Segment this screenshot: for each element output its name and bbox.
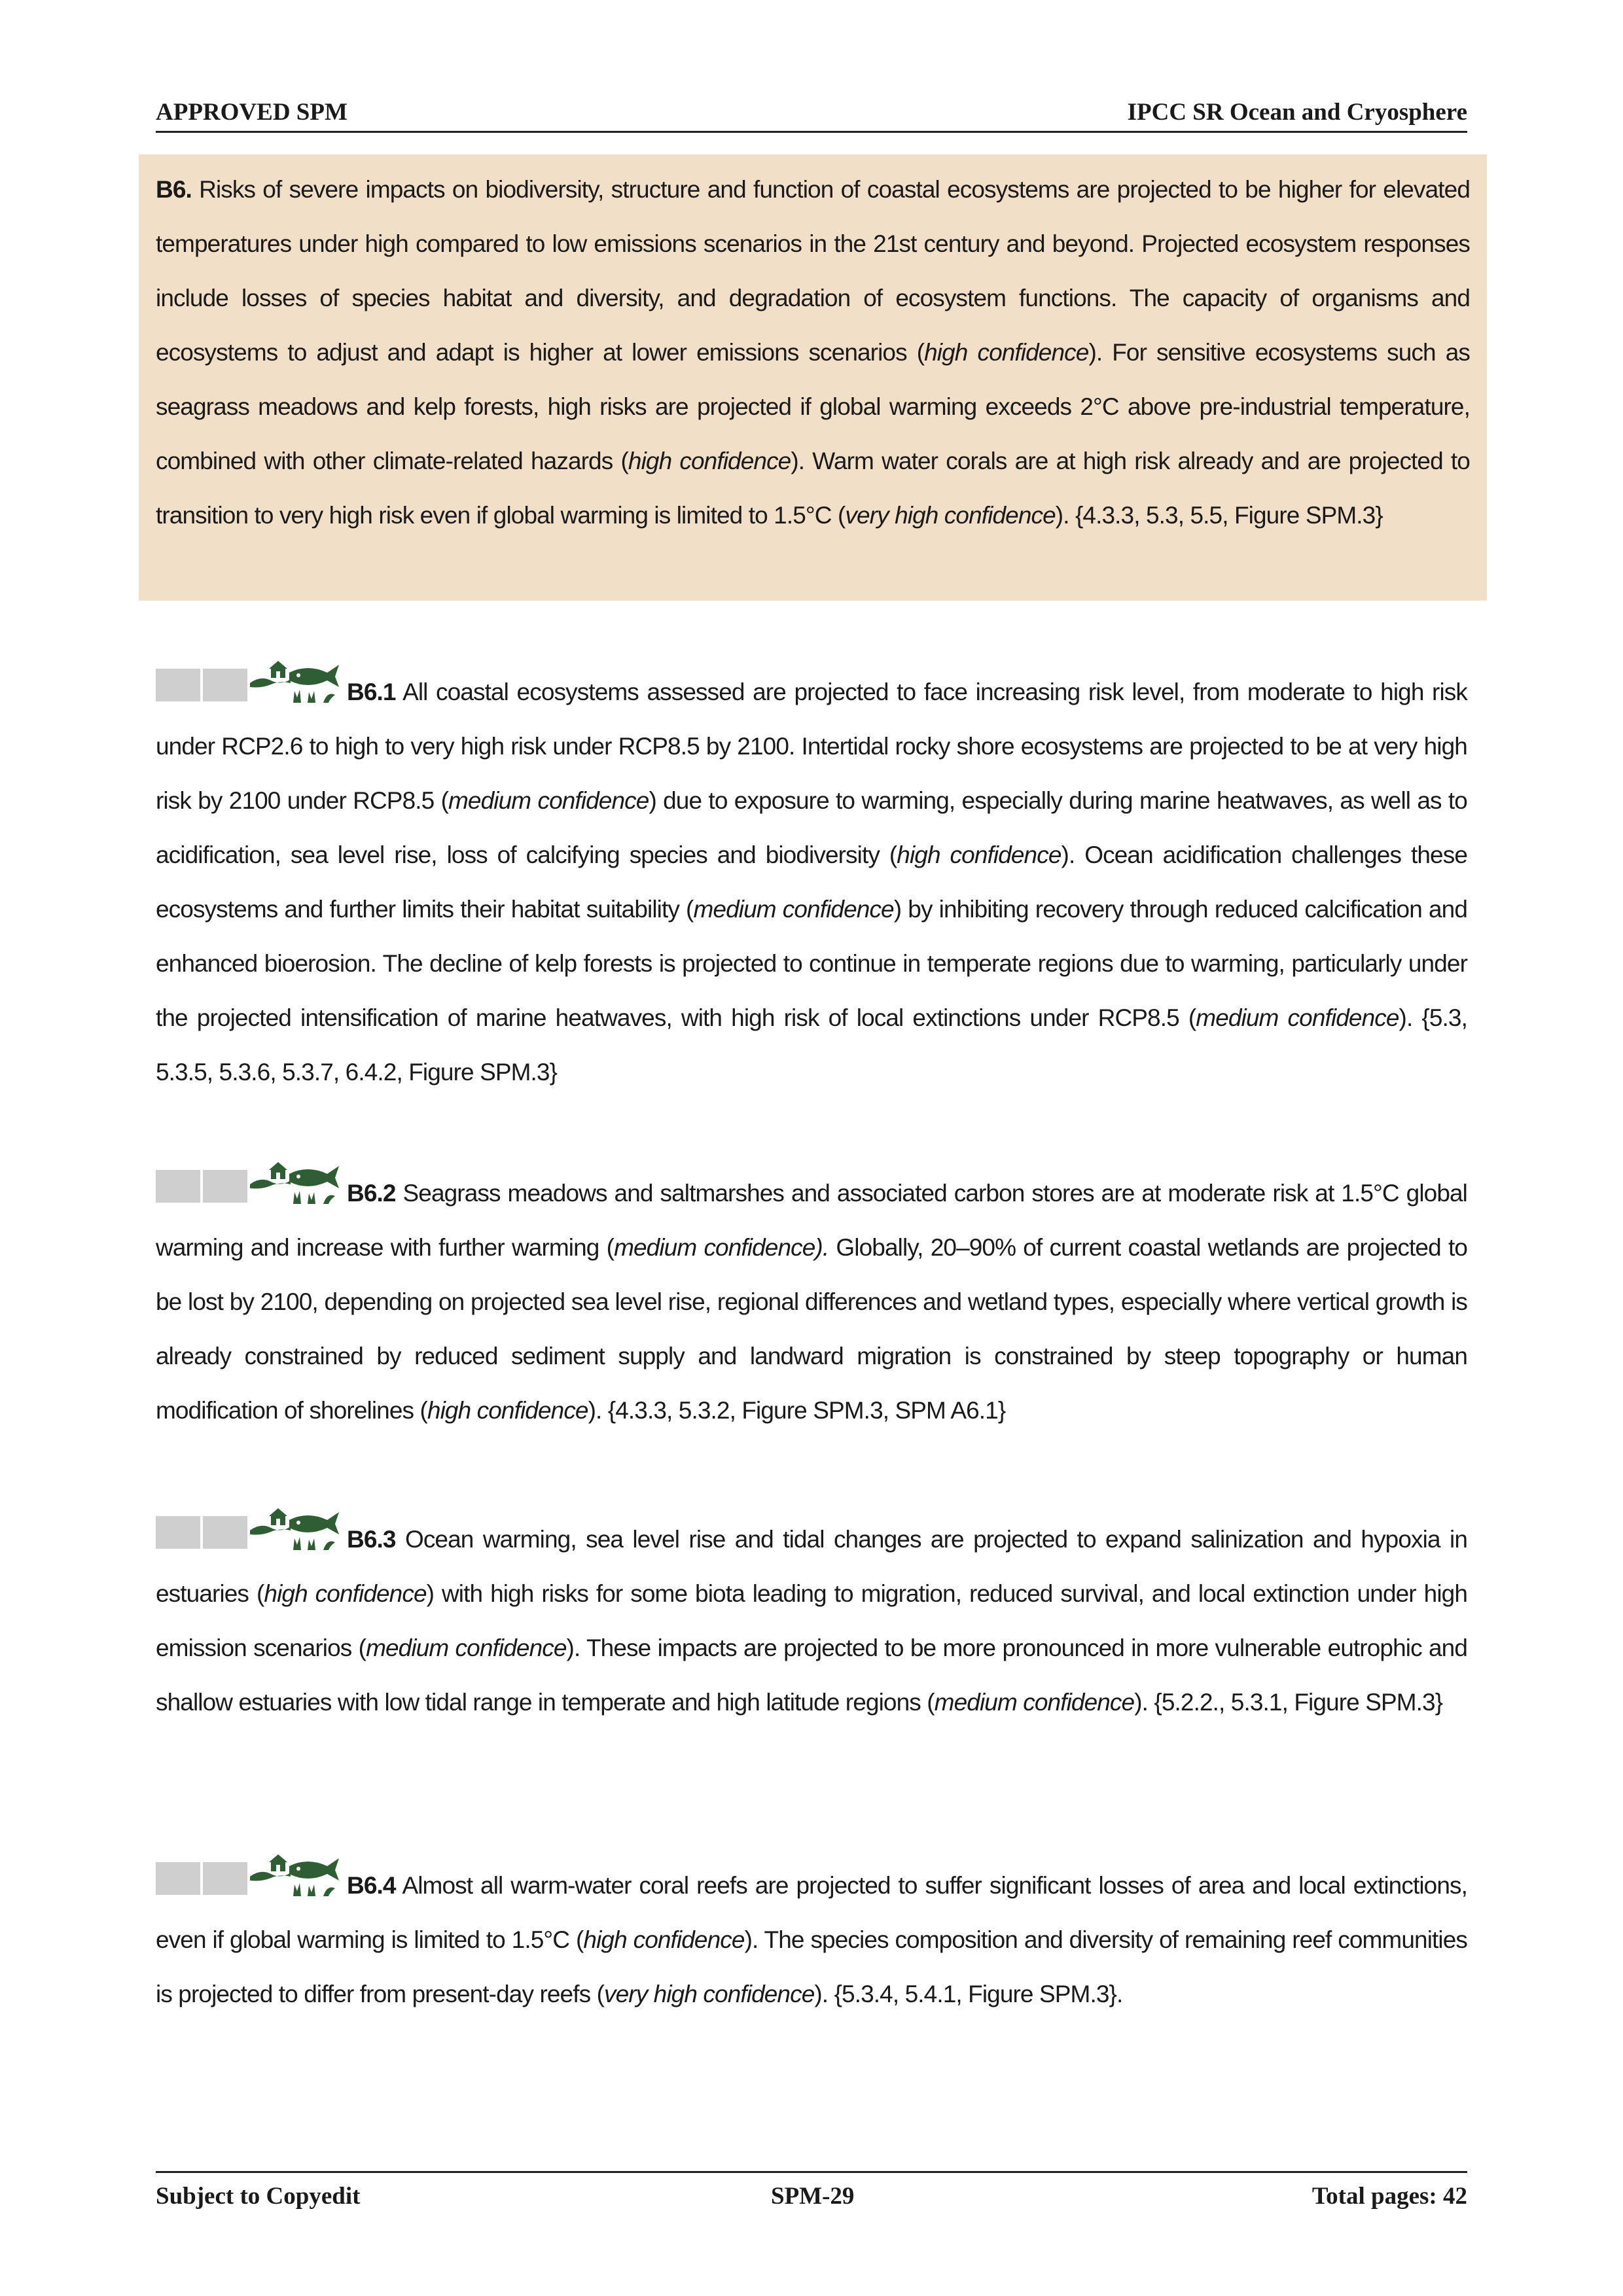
page-number: SPM-29 [771,2183,855,2210]
text: ). {4.3.3, 5.3.2, Figure SPM.3, SPM A6.1} [588,1397,1006,1424]
grey-marker [156,1862,247,1895]
confidence: high confidence [924,339,1089,366]
statement-id: B6.1 [347,679,396,705]
headline-statement-b6 [139,154,1487,601]
confidence: medium confidence [693,896,894,923]
text: ) with high risks for some biota leading to migration, reduced survival, and local extinction under high emission scenarios ( [156,1580,1467,1661]
text: All coastal ecosystems assessed are projected to face increasing risk level, from moderate to high risk under RCP2.6 to high to very high risk under RCP8.5 by 2100. Intertidal rocky shore ecosystems are projected to be at very high risk by 2100 under RCP8.5 ( [156,679,1467,814]
coast-fish-coral-icon [247,1508,346,1551]
statement-b6-3 [156,1508,1467,1729]
statement-id: B6. [156,176,192,203]
confidence: very high confidence [604,1981,815,2007]
text: ) by inhibiting recovery through reduced calcification and enhanced bioerosion. The decline of kelp forests is projected to continue in temperate regions due to warming, particularly under the projected intensification of marine heatwaves, with high risk of local extinctions under RCP8.5 ( [156,896,1468,1031]
text: Ocean warming, sea level rise and tidal changes are projected to expand salinization and hypoxia in estuaries ( [156,1526,1467,1607]
confidence: medium confidence [448,787,649,814]
confidence: high confidence [897,841,1061,868]
text: Seagrass meadows and saltmarshes and associated carbon stores are at moderate risk at 1.5°C global warming and increase with further warming ( [156,1180,1467,1261]
confidence: high confidence [583,1926,745,1953]
confidence: high confidence [427,1397,588,1424]
grey-marker [156,1516,247,1549]
text: ). {5.3, 5.3.5, 5.3.6, 5.3.7, 6.4.2, Figure SPM.3} [156,1004,1467,1086]
page-footer [156,2171,1467,2212]
statement-id: B6.3 [347,1526,396,1553]
text: ). Warm water corals are at high risk already and are projected to transition to very high risk even if global warming is limited to 1.5°C ( [156,448,1470,529]
footer-left: Subject to Copyedit [156,2183,361,2210]
text: ). {5.3.4, 5.4.1, Figure SPM.3}. [814,1981,1123,2007]
grey-marker [156,669,247,701]
confidence: medium confidence). [614,1234,829,1261]
grey-marker [156,1170,247,1203]
ecosystem-icons [156,661,346,704]
coast-fish-coral-icon [247,1854,346,1898]
coast-fish-coral-icon [247,661,346,704]
confidence: medium confidence [934,1689,1135,1716]
text: ). Ocean acidification challenges these ecosystems and further limits their habitat suitability ( [156,841,1467,923]
text: ) due to exposure to warming, especially during marine heatwaves, as well as to acidification, sea level rise, loss of calcifying species and biodiversity ( [156,787,1467,868]
statement-id: B6.2 [347,1180,396,1207]
text: ). These impacts are projected to be more pronounced in more vulnerable eutrophic and shallow estuaries with low tidal range in temperate and high latitude regions ( [156,1634,1467,1716]
header-left: APPROVED SPM [156,99,348,126]
confidence: medium confidence [1196,1004,1399,1031]
coast-fish-coral-icon [247,1162,346,1205]
ecosystem-icons [156,1854,346,1898]
statement-b6-1 [156,661,1467,1099]
statement-b6-4 [156,1854,1467,2021]
confidence: medium confidence [366,1634,567,1661]
confidence: high confidence [628,448,791,474]
ecosystem-icons [156,1162,346,1205]
text: Risks of severe impacts on biodiversity, structure and function of coastal ecosystems are projected to be higher for elevated temperatures under high compared to low emissions scenarios in the 21st century and beyond. Projected ecosystem responses include losses of species habitat and diversity, and degradation of ecosystem functions. The capacity of organisms and ecosystems to adjust and adapt is higher at lower emissions scenarios ( [156,176,1470,366]
confidence: high confidence [264,1580,427,1607]
statement-id: B6.4 [347,1872,396,1899]
text: ). {5.2.2., 5.3.1, Figure SPM.3} [1134,1689,1443,1716]
text: ). The species composition and diversity of remaining reef communities is projected to differ from present-day reefs ( [156,1926,1468,2007]
page-header [156,97,1467,133]
text: ). {4.3.3, 5.3, 5.5, Figure SPM.3} [1055,502,1383,529]
confidence: very high confidence [845,502,1056,529]
header-right: IPCC SR Ocean and Cryosphere [1127,99,1467,126]
text: ). For sensitive ecosystems such as seagrass meadows and kelp forests, high risks are projected if global warming exceeds 2°C above pre-industrial temperature, combined with other climate-related hazards ( [156,339,1470,474]
text: Globally, 20–90% of current coastal wetlands are projected to be lost by 2100, depending on projected sea level rise, regional differences and wetland types, especially where vertical growth is already constrained by reduced sediment supply and landward migration is constrained by steep topography or human modification of shorelines ( [156,1234,1468,1424]
ecosystem-icons [156,1508,346,1551]
footer-right: Total pages: 42 [1311,2183,1467,2210]
text: Almost all warm-water coral reefs are projected to suffer significant losses of area and local extinctions, even if global warming is limited to 1.5°C ( [156,1872,1467,1953]
statement-b6-2 [156,1162,1467,1438]
